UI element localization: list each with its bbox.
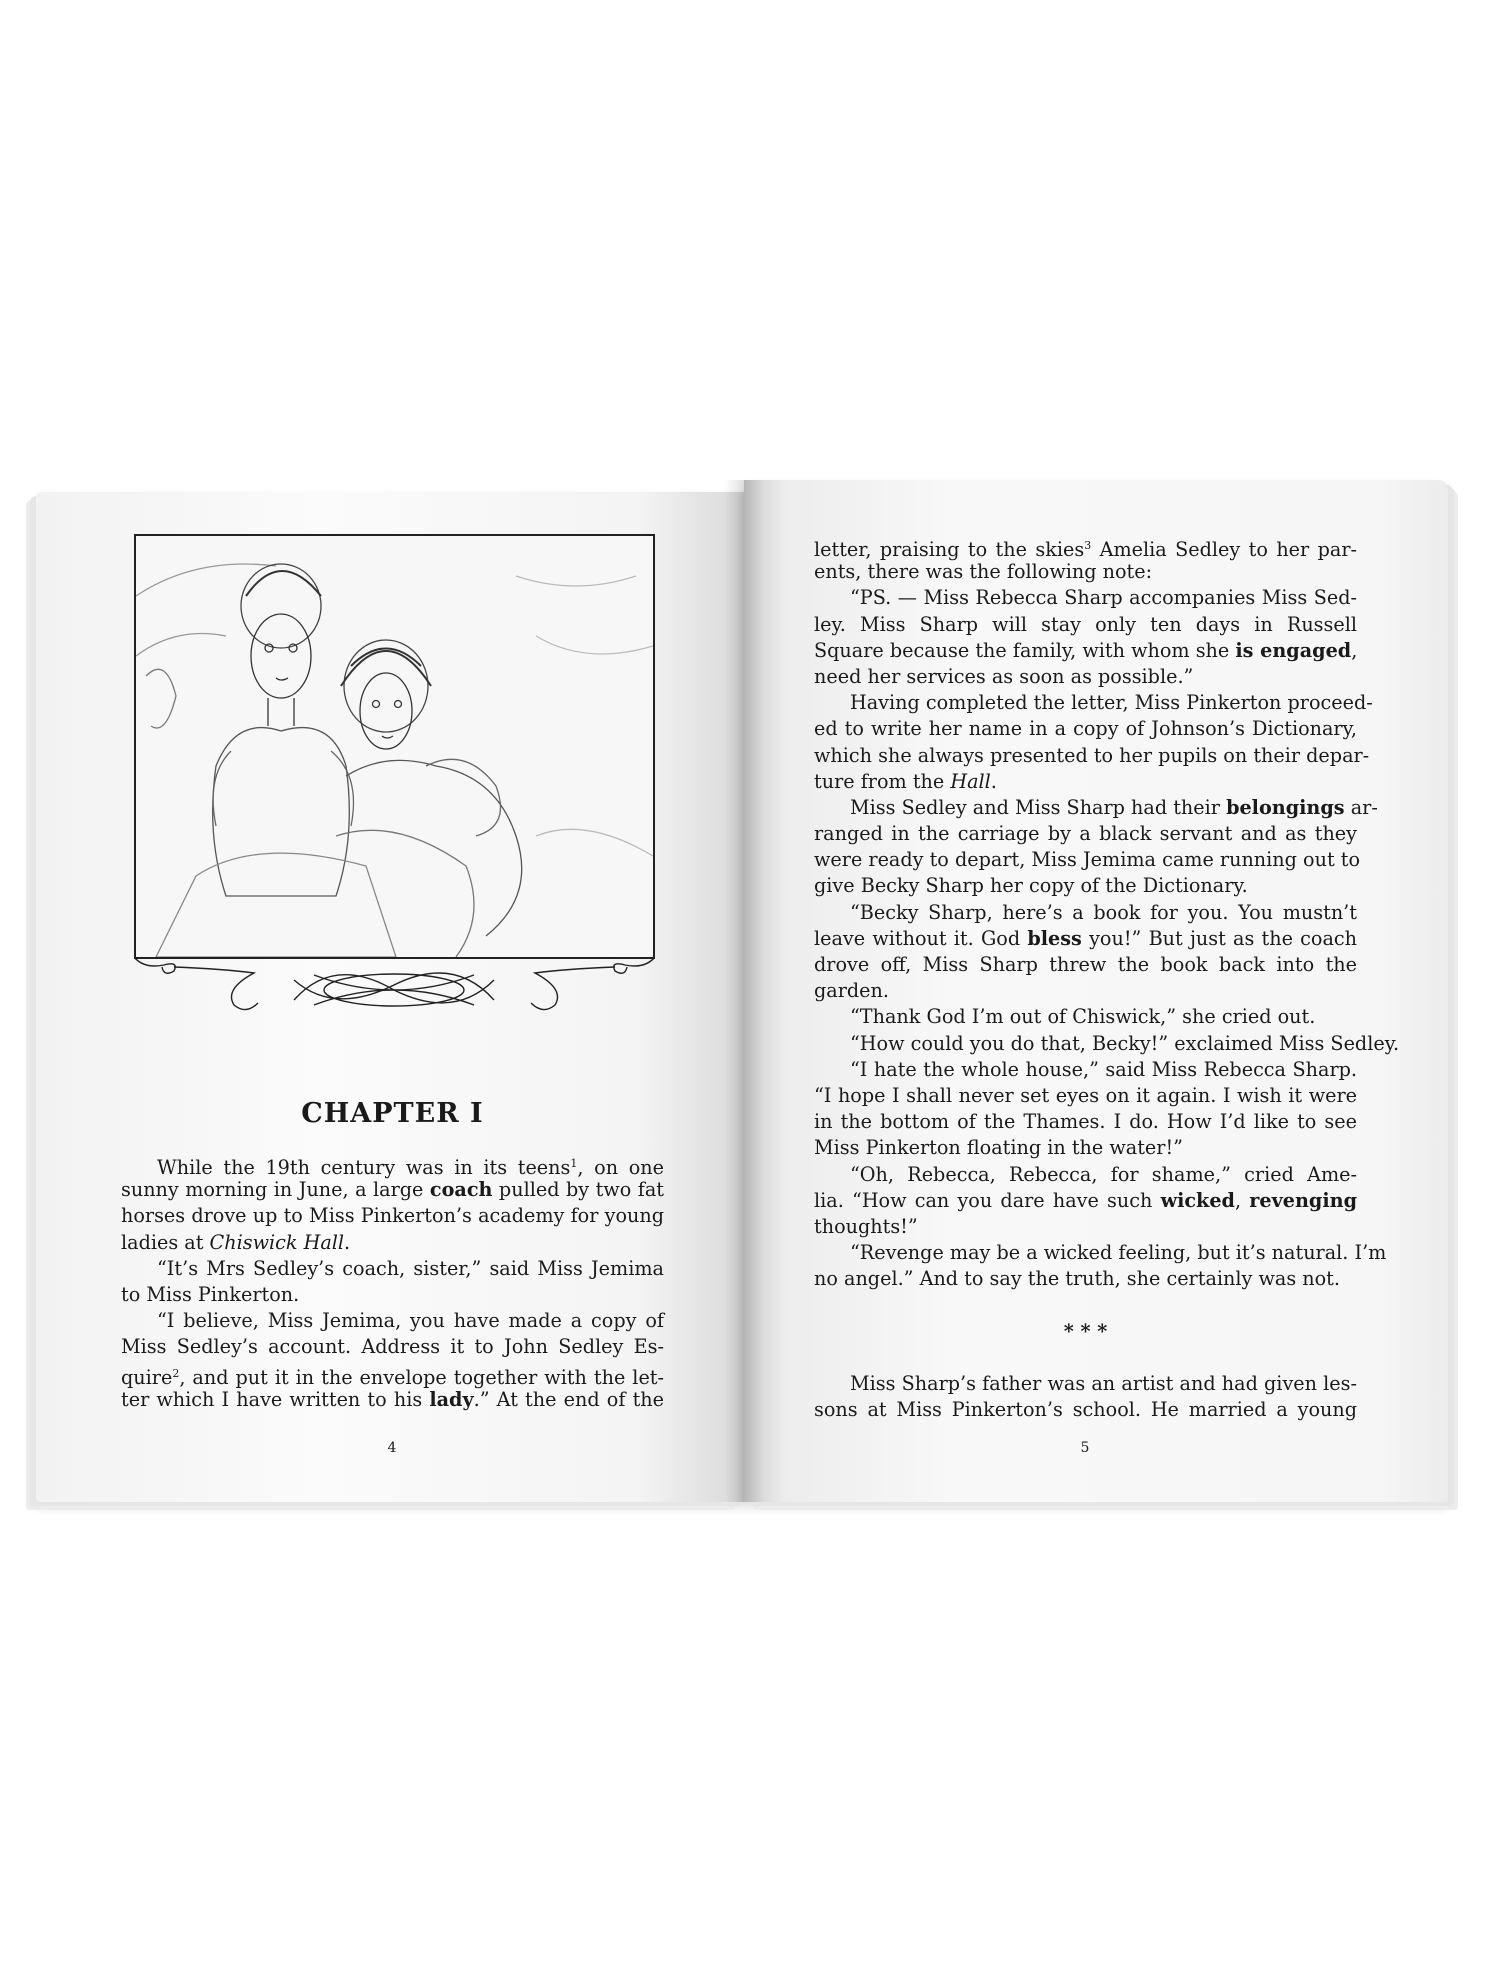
book-gutter: [724, 480, 764, 1502]
text-run: “How could you do that, Becky!” exclaimed Miss Sedley.: [850, 1031, 1400, 1055]
text-run: ladies at: [121, 1230, 210, 1254]
text-run: “Revenge may be a wicked feeling, but it’s natural. I’m: [850, 1241, 1387, 1265]
italic-text: Hall: [950, 769, 991, 793]
italic-text: Chiswick Hall: [209, 1230, 345, 1254]
text-line: [814, 1162, 1357, 1188]
text-line: [814, 1292, 1357, 1318]
bold-term: revenging: [1249, 1188, 1357, 1212]
text-run: no angel.” And to say the truth, she certainly was not.: [814, 1267, 1340, 1291]
text-run: .” At the end of the: [473, 1387, 664, 1411]
footnote-marker: 2: [172, 1366, 180, 1380]
text-run: garden.: [814, 979, 889, 1003]
text-line: [814, 978, 1357, 1004]
text-line: [814, 743, 1370, 769]
text-line: [121, 1256, 664, 1282]
section-break: [814, 1319, 1357, 1345]
text-run: thoughts!”: [814, 1214, 918, 1238]
text-run: “I believe, Miss Jemima, you have made a copy of: [157, 1309, 664, 1333]
text-run: in the bottom of the Thames. I do. How I’d like to see: [814, 1110, 1357, 1134]
text-run: Miss Sedley and Miss Sharp had their: [850, 795, 1227, 819]
text-run: Miss Pinkerton floating in the water!”: [814, 1136, 1183, 1160]
page-number-left: 4: [387, 1440, 397, 1456]
text-line: [814, 1371, 1357, 1397]
text-line: [814, 1004, 1357, 1030]
footnote-marker: 1: [570, 1157, 578, 1170]
text-run: .: [344, 1230, 351, 1254]
text-line: [814, 900, 1357, 926]
text-run: give Becky Sharp her copy of the Dictionary.: [814, 874, 1248, 898]
text-run: Square because the family, with whom she: [814, 638, 1236, 662]
text-line: [814, 873, 1357, 899]
text-line: [121, 1282, 664, 1308]
text-line: [814, 716, 1357, 742]
text-run: letter, praising to the skies: [814, 538, 1085, 561]
text-run: you!” But just as the coach: [1081, 926, 1357, 950]
bold-term: lady: [429, 1387, 474, 1411]
text-run: ter which I have written to his: [121, 1387, 430, 1411]
decorative-flourish: [134, 955, 655, 1021]
text-line: [814, 533, 1357, 559]
text-run: were ready to depart, Miss Jemima came running out to: [814, 848, 1361, 872]
text-run: ranged in the carriage by a black servant and as they: [814, 822, 1357, 846]
text-line: [814, 926, 1357, 952]
text-run: lia. “How can you dare have such: [814, 1188, 1161, 1212]
text-line: [814, 638, 1357, 664]
text-run: leave without it. God: [814, 926, 1028, 950]
text-line: [121, 1203, 664, 1229]
text-run: * * *: [1063, 1319, 1108, 1343]
chapter-title: CHAPTER I: [301, 1098, 484, 1129]
text-line: [814, 1345, 1357, 1371]
text-line: [814, 559, 1357, 585]
text-line: [814, 1266, 1357, 1292]
text-line: [814, 1083, 1357, 1109]
text-run: ,: [1234, 1188, 1250, 1212]
text-run: “Thank God I’m out of Chiswick,” she cried out.: [850, 1005, 1316, 1029]
text-run: Miss Sedley’s account. Address it to John Sedley Es-: [121, 1335, 664, 1359]
text-run: “It’s Mrs Sedley’s coach, sister,” said Miss Jemima: [157, 1256, 664, 1280]
page-number-right: 5: [1080, 1440, 1090, 1456]
text-run: , on one: [577, 1156, 664, 1179]
text-run: sunny morning in June, a large: [121, 1178, 430, 1202]
text-line: [814, 664, 1357, 690]
text-run: horses drove up to Miss Pinkerton’s academy for young: [121, 1204, 664, 1228]
text-line: [814, 1214, 1357, 1240]
text-line: [121, 1230, 664, 1256]
text-line: [814, 612, 1357, 638]
text-run: ents, there was the following note:: [814, 560, 1153, 584]
text-line: [814, 1397, 1357, 1423]
text-run: quire: [121, 1365, 173, 1389]
text-run: Having completed the letter, Miss Pinkerton proceed-: [850, 691, 1373, 715]
text-run: ed to write her name in a copy of Johnson’s Dictionary,: [814, 717, 1357, 741]
text-line: [121, 1387, 664, 1413]
text-line: [814, 952, 1357, 978]
text-run: ture from the: [814, 769, 951, 793]
text-run: Miss Sharp’s father was an artist and had given les-: [850, 1372, 1357, 1395]
text-run: .: [990, 769, 997, 793]
text-line: [814, 1109, 1357, 1135]
text-run: pulled by two fat: [492, 1178, 664, 1202]
text-line: [814, 847, 1361, 873]
text-run: “I hope I shall never set eyes on it again. I wish it were: [814, 1083, 1357, 1107]
text-run: need her services as soon as possible.”: [814, 664, 1194, 688]
text-run: , and put it in the envelope together with the let-: [179, 1365, 664, 1389]
text-run: While the 19th century was in its teens: [157, 1156, 571, 1179]
text-run: ,: [1351, 638, 1358, 662]
bold-term: belongings: [1226, 795, 1345, 819]
illustration-two-ladies: [134, 534, 655, 959]
text-line: [121, 1151, 664, 1177]
text-line: [814, 690, 1373, 716]
text-run: “Becky Sharp, here’s a book for you. You mustn’t: [850, 900, 1357, 924]
text-run: ar-: [1344, 795, 1378, 819]
bold-term: bless: [1027, 926, 1082, 950]
text-line: [814, 769, 1357, 795]
text-line: [814, 1031, 1400, 1057]
text-run: to Miss Pinkerton.: [121, 1282, 300, 1306]
text-run: which she always presented to her pupils on their depar-: [814, 743, 1370, 767]
footnote-marker: 3: [1084, 539, 1092, 552]
text-run: Amelia Sedley to her par-: [1091, 538, 1357, 561]
text-line: [814, 585, 1357, 611]
text-line: [121, 1177, 664, 1203]
left-page-body: [121, 1151, 664, 1413]
bold-term: wicked: [1160, 1188, 1235, 1212]
text-line: [814, 1057, 1357, 1083]
text-run: ley. Miss Sharp will stay only ten days in Russell: [814, 612, 1357, 636]
text-line: [121, 1308, 664, 1334]
text-line: [121, 1361, 664, 1387]
bold-term: is engaged: [1235, 638, 1352, 662]
text-line: [121, 1334, 664, 1360]
text-line: [814, 821, 1357, 847]
text-line: [814, 1135, 1357, 1161]
text-run: “PS. — Miss Rebecca Sharp accompanies Miss Sed-: [850, 586, 1357, 610]
right-page-body: [814, 533, 1400, 1423]
text-run: “Oh, Rebecca, Rebecca, for shame,” cried Ame-: [850, 1162, 1357, 1186]
text-line: [814, 1188, 1357, 1214]
text-line: [814, 1240, 1387, 1266]
text-run: “I hate the whole house,” said Miss Rebecca Sharp.: [850, 1057, 1357, 1081]
text-run: drove off, Miss Sharp threw the book back into the: [814, 953, 1357, 976]
text-line: [814, 795, 1378, 821]
bold-term: coach: [429, 1178, 493, 1202]
text-run: sons at Miss Pinkerton’s school. He married a young: [814, 1398, 1357, 1422]
